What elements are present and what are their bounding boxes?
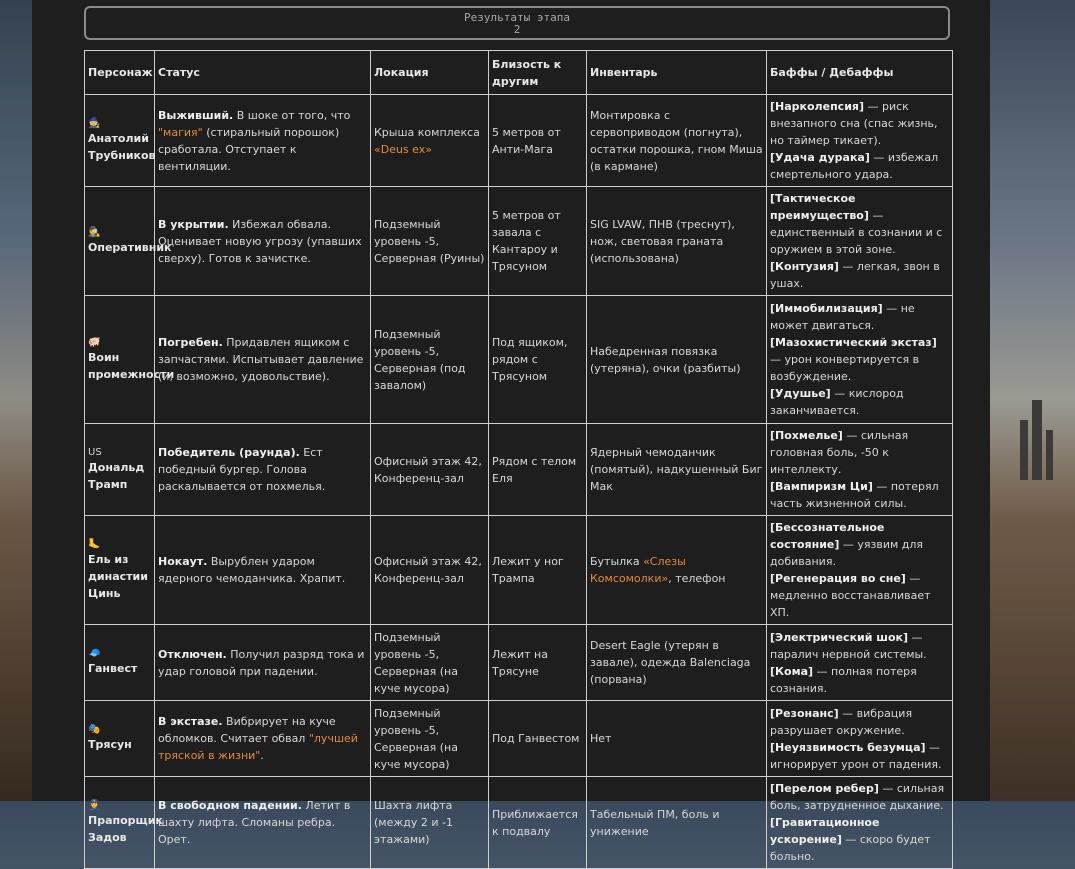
inventory-cell <box>587 777 767 869</box>
buff-desc: — легкая, звон в ушах. <box>770 260 940 290</box>
character-icon: 🧢 <box>88 648 101 659</box>
inventory-cell <box>587 95 767 187</box>
status-text: Вибрирует на куче обломков. Считает обвал <box>158 715 336 745</box>
buff-entry <box>770 300 949 334</box>
character-name: Воин промежности <box>88 350 175 381</box>
location-text: Подземный уровень -5, Серверная (на куче мусора) <box>374 630 458 695</box>
status-text: Придавлен ящиком с запчастями. Испытывает давление (и, возможно, удовольствие). <box>158 336 364 383</box>
buff-entry <box>770 629 949 663</box>
buffs-cell <box>767 777 953 869</box>
buff-desc: — паралич нервной системы. <box>770 630 927 661</box>
buff-desc: — вибрация разрушает окружение. <box>770 706 913 737</box>
status-cell <box>155 424 371 516</box>
buff-name: [Вампиризм Ци] <box>770 480 873 493</box>
table-row <box>85 777 953 869</box>
buff-entry <box>770 519 949 570</box>
inventory-text: SIG LVAW, ПНВ (треснут), нож, световая граната (использована) <box>590 217 735 265</box>
character-cell <box>85 95 155 187</box>
buff-desc: — урон конвертируется в возбуждение. <box>770 353 920 383</box>
character-cell <box>85 296 175 424</box>
proximity-cell: Под Ганвестом <box>489 701 587 777</box>
status-label: В экстазе. <box>158 715 223 728</box>
character-name: Трясун <box>88 738 132 751</box>
buff-name: [Похмелье] <box>770 429 843 442</box>
character-cell <box>85 516 155 625</box>
character-icon: 🕵 <box>88 226 101 238</box>
buff-desc: — сильная головная боль, -50 к интеллекту. <box>770 429 909 476</box>
buff-name: [Удушье] <box>770 387 831 400</box>
status-text: Вырублен ударом ядерного чемоданчика. Храпит. <box>158 555 346 585</box>
status-text: Ест победный бургер. Голова раскалывается от похмелья. <box>158 446 326 493</box>
buff-name: [Резонанс] <box>770 706 839 720</box>
buff-entry <box>770 149 949 183</box>
character-cell <box>85 187 172 296</box>
buff-name: [Иммобилизация] <box>770 302 883 315</box>
location-cell <box>371 296 489 424</box>
inventory-cell <box>587 187 767 296</box>
buff-entry <box>770 739 949 773</box>
stage-title: Результаты этапа <box>464 11 570 24</box>
status-highlight: "лучшей тряской в жизни" <box>158 732 358 762</box>
column-header: Инвентарь <box>587 51 767 95</box>
buffs-cell <box>767 424 953 516</box>
status-highlight: "магия" <box>158 125 203 139</box>
location-cell <box>371 187 489 296</box>
inventory-text: Desert Eagle (утерян в завале), одежда Balenciaga (порвана) <box>590 639 751 686</box>
inventory-text: Бутылка <box>590 555 644 568</box>
table-row <box>85 424 953 516</box>
buff-desc: — не может двигаться. <box>770 302 915 332</box>
location-cell <box>371 777 489 869</box>
buff-desc: — избежал смертельного удара. <box>770 151 939 181</box>
character-name: Ганвест <box>88 662 138 675</box>
location-highlight: «Deus ex» <box>374 142 432 156</box>
buffs-cell <box>767 187 953 296</box>
buff-desc: — потерял часть жизненной силы. <box>770 480 939 510</box>
background-left <box>0 0 32 801</box>
buff-entry <box>770 385 949 419</box>
buff-name: [Бессознательное состояние] <box>770 521 885 551</box>
location-text: Подземный уровень -5, Серверная (под завалом) <box>374 327 466 392</box>
buff-name: [Регенерация во сне] <box>770 572 906 585</box>
column-header: Близость к другим <box>489 51 587 95</box>
status-label: В свободном падении. <box>158 799 302 812</box>
buff-entry <box>770 190 949 258</box>
status-text: (стиральный порошок) сработала. Отступает к вентиляции. <box>158 125 340 173</box>
table-row <box>85 296 953 424</box>
buff-desc: — сильная боль, затрудненное дыхание. <box>770 782 945 812</box>
buff-name: [Перелом ребер] <box>770 782 879 795</box>
inventory-text: Монтировка с сервоприводом (погнута), остатки порошка, гном Миша (в кармане) <box>590 108 763 173</box>
buff-desc: — полная потеря сознания. <box>770 664 917 695</box>
table-row <box>85 95 953 187</box>
buffs-cell <box>767 701 953 777</box>
character-icon: 🎭 <box>88 724 101 735</box>
buffs-cell <box>767 516 953 625</box>
buff-name: [Гравитационное ускорение] <box>770 816 880 846</box>
buff-entry <box>770 570 949 621</box>
column-header: Статус <box>155 51 371 95</box>
location-text: Шахта лифта (между 2 и -1 этажами) <box>374 799 453 846</box>
results-table <box>84 50 953 869</box>
status-cell <box>155 187 371 296</box>
status-cell <box>155 625 371 701</box>
proximity-cell: 5 метров от Анти-Мага <box>489 95 587 187</box>
buff-name: [Тактическое преимущество] <box>770 192 869 222</box>
proximity-cell: Лежит на Трясуне <box>489 625 587 701</box>
location-text: Подземный уровень -5, Серверная (Руины) <box>374 217 485 265</box>
buff-desc: — уязвим для добивания. <box>770 538 924 568</box>
character-cell <box>85 625 155 701</box>
inventory-cell <box>587 625 767 701</box>
location-cell <box>371 701 489 777</box>
buff-desc: — скоро будет больно. <box>770 833 931 863</box>
character-name: Ель из династии Цинь <box>88 552 148 600</box>
inventory-cell <box>587 701 767 777</box>
status-text: Избежал обвала. Оценивает новую угрозу (упавших сверху). Готов к зачистке. <box>158 217 362 265</box>
buff-entry <box>770 705 949 739</box>
character-icon: US <box>88 446 102 458</box>
status-cell <box>155 95 371 187</box>
inventory-text: Набедренная повязка (утеряна), очки (разбиты) <box>590 344 741 375</box>
status-label: Победитель (раунда). <box>158 446 300 459</box>
inventory-text: Ядерный чемоданчик (помятый), надкушенный Биг Мак <box>590 446 763 493</box>
character-cell <box>85 701 155 777</box>
table-row <box>85 187 953 296</box>
status-cell <box>155 701 371 777</box>
stage-results-header <box>84 6 950 40</box>
status-label: Погребен. <box>158 336 223 349</box>
buff-entry <box>770 478 949 512</box>
buffs-cell <box>767 296 953 424</box>
buff-desc: — медленно восстанавливает ХП. <box>770 572 931 619</box>
buff-entry <box>770 258 949 292</box>
column-header: Персонаж <box>85 51 155 95</box>
inventory-highlight: «Слезы Комсомолки» <box>590 555 686 585</box>
table-row <box>85 516 953 625</box>
buff-name: [Электрический шок] <box>770 630 909 644</box>
buffs-cell <box>767 95 953 187</box>
inventory-text: Табельный ПМ, боль и унижение <box>590 807 720 838</box>
status-label: Нокаут. <box>158 555 208 568</box>
status-text: Получил разряд тока и удар головой при падении. <box>158 647 365 678</box>
character-cell <box>85 424 155 516</box>
buff-name: [Удача дурака] <box>770 151 870 164</box>
buff-desc: — игнорирует урон от падения. <box>770 740 942 771</box>
buff-name: [Контузия] <box>770 260 839 273</box>
status-label: Отключен. <box>158 647 227 661</box>
status-cell <box>155 296 371 424</box>
column-header: Баффы / Дебаффы <box>767 51 953 95</box>
location-cell <box>371 424 489 516</box>
background-right <box>990 0 1075 801</box>
inventory-cell <box>587 296 767 424</box>
status-cell <box>155 516 371 625</box>
status-label: В укрытии. <box>158 217 229 231</box>
character-name: Дональд Трамп <box>88 460 145 491</box>
buff-entry <box>770 334 949 385</box>
status-label: Выживший. <box>158 108 234 122</box>
status-text: . <box>260 749 264 762</box>
character-name: Прапорщик Задов <box>88 813 163 844</box>
proximity-cell: Рядом с телом Еля <box>489 424 587 516</box>
buff-desc: — кислород заканчивается. <box>770 387 904 417</box>
character-icon: 👮 <box>88 799 101 811</box>
location-cell <box>371 625 489 701</box>
location-cell <box>371 95 489 187</box>
column-header: Локация <box>371 51 489 95</box>
character-cell <box>85 777 163 869</box>
buff-desc: — риск внезапного сна (спас жизнь, но таймер тикает). <box>770 100 938 147</box>
table-row <box>85 701 953 777</box>
buff-desc: — единственный в сознании и с оружием в этой зоне. <box>770 209 943 256</box>
inventory-cell <box>587 424 767 516</box>
status-cell <box>155 777 371 869</box>
location-text: Крыша комплекса <box>374 125 480 139</box>
proximity-cell: Лежит у ног Трампа <box>489 516 587 625</box>
table-row <box>85 625 953 701</box>
buffs-cell <box>767 625 953 701</box>
buff-name: [Нарколепсия] <box>770 100 864 113</box>
buff-entry <box>770 663 949 697</box>
location-text: Подземный уровень -5, Серверная (на куче мусора) <box>374 706 458 771</box>
buff-entry <box>770 814 949 865</box>
proximity-cell: 5 метров от завала с Кантароу и Трясуном <box>489 187 587 296</box>
stage-number: 2 <box>513 23 521 36</box>
table-header-row <box>85 51 953 95</box>
location-text: Офисный этаж 42, Конференц-зал <box>374 555 482 585</box>
character-name: Оперативник <box>88 240 172 254</box>
character-icon: 🧙 <box>88 117 101 129</box>
buff-name: [Кома] <box>770 664 814 678</box>
buff-entry <box>770 780 949 814</box>
inventory-cell <box>587 516 767 625</box>
status-text: В шоке от того, что <box>233 108 351 122</box>
inventory-text: , телефон <box>668 572 726 585</box>
proximity-cell: Приближается к подвалу <box>489 777 587 869</box>
location-text: Офисный этаж 42, Конференц-зал <box>374 454 482 485</box>
proximity-cell: Под ящиком, рядом с Трясуном <box>489 296 587 424</box>
status-text: Летит в шахту лифта. Сломаны ребра. Орет. <box>158 799 351 846</box>
character-icon: 🐖 <box>88 336 101 348</box>
buff-name: [Мазохистический экстаз] <box>770 336 937 349</box>
location-cell <box>371 516 489 625</box>
inventory-text: Нет <box>590 732 612 745</box>
character-icon: 🦶 <box>88 538 101 550</box>
character-name: Анатолий Трубников <box>88 131 156 162</box>
buff-entry <box>770 427 949 478</box>
buff-entry <box>770 98 949 149</box>
buff-name: [Неуязвимость безумца] <box>770 740 926 754</box>
